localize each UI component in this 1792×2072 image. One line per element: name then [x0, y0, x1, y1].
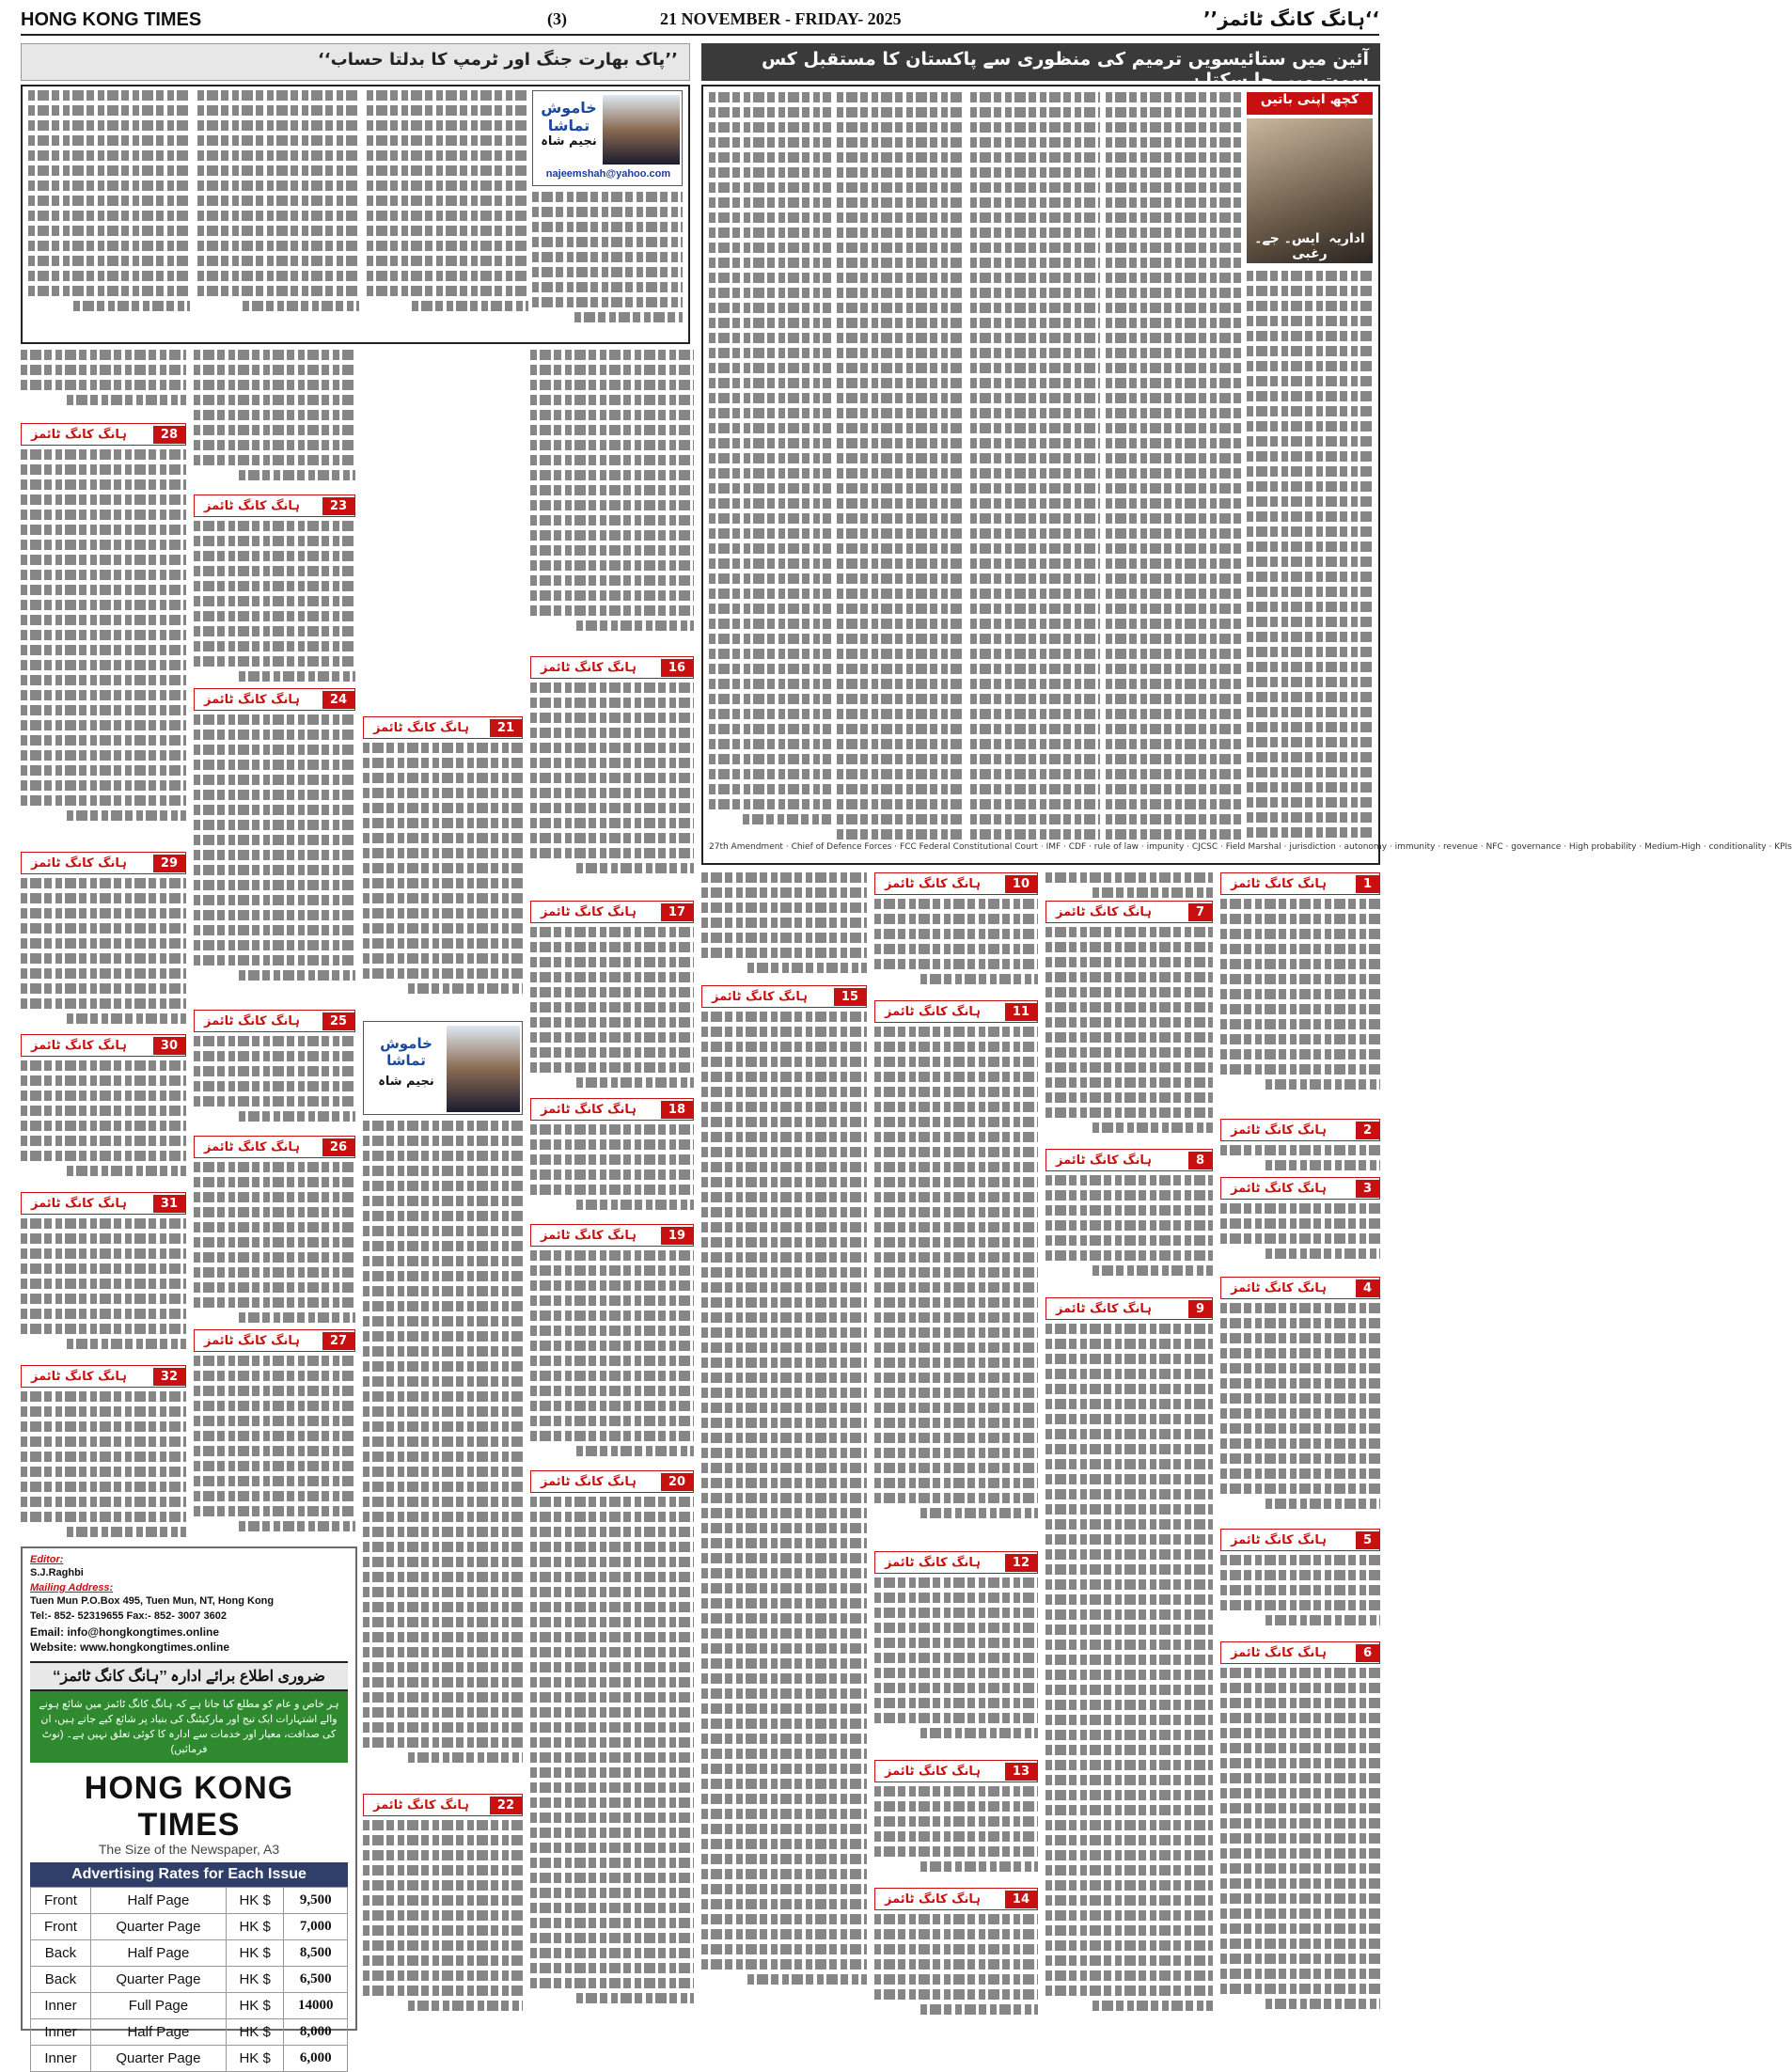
news-26-text	[194, 1162, 355, 1324]
news-tag-30: ہانگ کانگ ٹائمز 30	[21, 1034, 186, 1057]
news-tag-23: ہانگ کانگ ٹائمز 23	[194, 494, 355, 517]
table-row: Inner Full Page HK $ 14000	[31, 1993, 348, 2019]
table-row: Back Half Page HK $ 8,500	[31, 1940, 348, 1967]
news-14-text	[874, 1914, 1038, 2023]
news-tag-19: ہانگ کانگ ٹائمز 19	[530, 1224, 694, 1247]
masthead-urdu-title: ’’ہانگ کانگ ٹائمز‘‘	[1203, 8, 1379, 30]
news-10-text	[874, 899, 1038, 995]
news-28-text	[21, 449, 186, 842]
news-tag-12: ہانگ کانگ ٹائمز 12	[874, 1551, 1038, 1574]
news-18-text	[530, 1124, 694, 1218]
mid-columnist-name: نجیم شاہ	[378, 1075, 434, 1089]
news-tag-28: ہانگ کانگ ٹائمز 28	[21, 423, 186, 446]
issue-date: 21 NOVEMBER - FRIDAY- 2025	[660, 9, 902, 28]
notice-title: ضروری اطلاع برائے ادارہ ’’ہانگ کانگ ٹائمز‘‘	[30, 1661, 348, 1691]
masthead-title: HONG KONG TIMES	[21, 9, 202, 30]
masthead	[21, 6, 1379, 36]
news-11-text	[874, 1027, 1038, 1544]
columnist-name: نجیم شاہ	[541, 134, 597, 149]
columnist-box	[532, 90, 683, 186]
right-article-terms: 27th Amendment · Chief of Defence Forces · FCC Federal Constitutional Court · IMF · CDF · rule of law · impunity · CJCSC · Field Marshal · jurisdiction · autonomy · immunity · revenue · NFC · governance · High probability · Medium-High · conditionality · KPIs	[709, 842, 1792, 852]
news-9-text	[1045, 1324, 1213, 2023]
columnist-photo	[603, 95, 680, 165]
telephone-fax: Tel:- 852- 52319655 Fax:- 852- 3007 3602	[30, 1610, 227, 1622]
news-tag-24: ہانگ کانگ ٹائمز 24	[194, 688, 355, 711]
columnist-column-name: خاموش تماشا	[541, 99, 597, 134]
news-32-text	[21, 1391, 186, 1540]
right-article-col-2	[1106, 92, 1241, 857]
editorial-column-name: کچھ اپنی باتیں	[1247, 92, 1373, 115]
news-24-text	[194, 714, 355, 1004]
news-27-text	[194, 1356, 355, 1540]
news-1-text	[1220, 899, 1380, 1113]
news-8-text	[1045, 1175, 1213, 1290]
news-tag-25: ہانگ کانگ ٹائمز 25	[194, 1010, 355, 1032]
news-tag-27: ہانگ کانگ ٹائمز 27	[194, 1329, 355, 1352]
editor-byline	[1247, 231, 1373, 261]
news-25-text	[194, 1036, 355, 1130]
left-article-col-1	[28, 90, 190, 337]
columnist-email[interactable]: najeemshah@yahoo.com	[545, 168, 671, 180]
table-row: Front Quarter Page HK $ 7,000	[31, 1914, 348, 1940]
news-tag-31: ہانگ کانگ ٹائمز 31	[21, 1192, 186, 1215]
news-20-text	[530, 1497, 694, 2023]
table-row: Back Quarter Page HK $ 6,500	[31, 1967, 348, 1993]
mid-columnist-column-name: خاموش تماشا	[380, 1035, 432, 1069]
news-22-text	[363, 1820, 523, 2023]
left-article-col-3	[367, 90, 528, 337]
contact-website[interactable]: Website: www.hongkongtimes.online	[30, 1640, 230, 1654]
news-4-text	[1220, 1303, 1380, 1521]
news-pre7-text	[1045, 872, 1213, 901]
news-23-text	[194, 521, 355, 683]
news-tag-13: ہانگ کانگ ٹائمز 13	[874, 1760, 1038, 1782]
news-tag-22: ہانگ کانگ ٹائمز 22	[363, 1794, 523, 1816]
news-tag-9: ہانگ کانگ ٹائمز 9	[1045, 1297, 1213, 1320]
news-15-text	[701, 1012, 867, 2023]
news-tag-11: ہانگ کانگ ٹائمز 11	[874, 1000, 1038, 1023]
news-tag-8: ہانگ کانگ ٹائمز 8	[1045, 1149, 1213, 1171]
news-19-text	[530, 1250, 694, 1467]
news-3-text	[1220, 1203, 1380, 1271]
news-tag-5: ہانگ کانگ ٹائمز 5	[1220, 1529, 1380, 1551]
editor-name: ایس۔ جے۔ رغبی	[1254, 231, 1328, 261]
news-29-text	[21, 878, 186, 1028]
rates-table	[30, 1887, 348, 2072]
news-7-text	[1045, 927, 1213, 1147]
right-article-col-4	[837, 92, 965, 857]
table-row: Inner Quarter Page HK $ 6,000	[31, 2046, 348, 2072]
news-16-text	[530, 683, 694, 897]
right-article-col-5	[709, 92, 831, 857]
news-tag-1: ہانگ کانگ ٹائمز 1	[1220, 872, 1380, 895]
table-row: Inner Half Page HK $ 8,000	[31, 2019, 348, 2046]
news-21-text	[363, 743, 523, 1015]
news-tag-18: ہانگ کانگ ٹائمز 18	[530, 1098, 694, 1121]
brand-logo: HONG KONG TIMES	[84, 1770, 294, 1843]
table-row: Front Half Page HK $ 9,500	[31, 1888, 348, 1914]
mid-columnist-box	[363, 1021, 523, 1115]
news-tag-32: ہانگ کانگ ٹائمز 32	[21, 1365, 186, 1388]
rates-title: Advertising Rates for Each Issue	[30, 1862, 348, 1887]
news-5-text	[1220, 1555, 1380, 1634]
news-tag-15: ہانگ کانگ ٹائمز 15	[701, 985, 867, 1008]
mid-columnist-photo	[447, 1026, 520, 1112]
left-article-col-2	[197, 90, 359, 337]
news-tag-14: ہانگ کانگ ٹائمز 14	[874, 1888, 1038, 1910]
news-2-text	[1220, 1145, 1380, 1173]
news-tag-7: ہانگ کانگ ٹائمز 7	[1045, 901, 1213, 923]
news-pre15-text	[701, 872, 867, 981]
news-pre28-text	[21, 350, 186, 417]
news-tag-2: ہانگ کانگ ٹائمز 2	[1220, 1119, 1380, 1141]
news-12-text	[874, 1578, 1038, 1754]
news-17-text	[530, 927, 694, 1092]
notice-body: ہر خاص و عام کو مطلع کیا جاتا ہے کہ ہانگ کانگ ٹائمز میں شائع ہونے والے اشتہارات ایک تیج اور مارکیٹنگ کی بنیاد پر شائع کیے جاتے ہیں، ان کی صداقت، معیار اور خدمات سے ادارہ کا کوئی تعلق نہیں ہے۔ (نوٹ فرمائیں)	[30, 1691, 348, 1763]
news-tag-29: ہانگ کانگ ٹائمز 29	[21, 852, 186, 874]
news-pre16-text	[530, 350, 694, 649]
editor-label: Editor:	[30, 1554, 64, 1565]
news-tag-3: ہانگ کانگ ٹائمز 3	[1220, 1177, 1380, 1200]
page-number: (3)	[547, 9, 567, 28]
right-article-col-1	[1247, 271, 1373, 857]
brand-subtitle: The Size of the Newspaper, A3	[98, 1842, 280, 1857]
right-article-col-3	[970, 92, 1100, 857]
news-tag-16: ہانگ کانگ ٹائمز 16	[530, 656, 694, 679]
mailing-address: Tuen Mun P.O.Box 495, Tuen Mun, NT, Hong Kong	[30, 1595, 275, 1607]
contact-email[interactable]: Email: info@hongkongtimes.online	[30, 1625, 220, 1639]
news-tag-6: ہانگ کانگ ٹائمز 6	[1220, 1641, 1380, 1664]
news-tag-10: ہانگ کانگ ٹائمز 10	[874, 872, 1038, 895]
news-tag-26: ہانگ کانگ ٹائمز 26	[194, 1136, 355, 1158]
news-30-text	[21, 1060, 186, 1190]
left-article-col-4	[532, 192, 683, 337]
mid-column-text	[363, 1121, 523, 1788]
editor-label: اداریہ	[1328, 231, 1365, 246]
news-tag-21: ہانگ کانگ ٹائمز 21	[363, 716, 523, 739]
right-article-headline: آئین میں ستائیسویں ترمیم کی منظوری سے پاکستان کا مستقبل کس سمت میں جا سکتا ہے	[701, 43, 1380, 81]
news-31-text	[21, 1218, 186, 1359]
news-tag-20: ہانگ کانگ ٹائمز 20	[530, 1470, 694, 1493]
news-6-text	[1220, 1668, 1380, 2023]
left-article-headline: ’’پاک بھارت جنگ اور ٹرمپ کا بدلتا حساب‘‘	[21, 43, 690, 81]
editor-name: S.J.Raghbi	[30, 1567, 84, 1578]
news-pre23-text	[194, 350, 355, 489]
news-tag-17: ہانگ کانگ ٹائمز 17	[530, 901, 694, 923]
news-tag-4: ہانگ کانگ ٹائمز 4	[1220, 1277, 1380, 1299]
news-13-text	[874, 1786, 1038, 1882]
mailing-label: Mailing Address:	[30, 1582, 114, 1593]
publisher-info-box	[21, 1546, 357, 2066]
